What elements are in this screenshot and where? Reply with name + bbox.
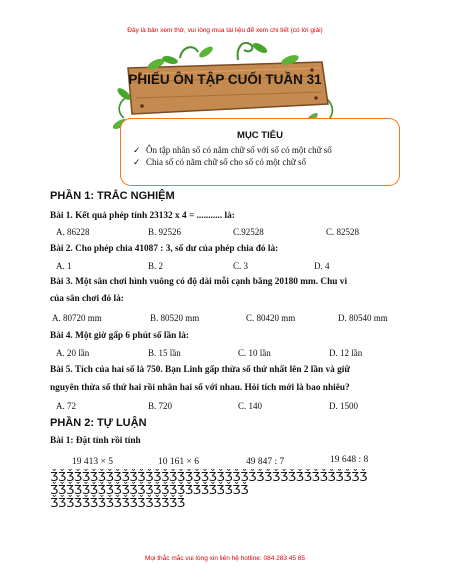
answer-line: ǮǮǮǮǮǮǮǮǮǮǮǮǮǮǮǮǮǮǮǮǮǮǮǮǮ: [50, 482, 249, 497]
option: C. 140: [238, 401, 263, 411]
calculation: 49 847 : 7: [246, 457, 285, 467]
option: B. 2: [148, 261, 164, 271]
question-5-continued: nguyên thừa số thứ hai rồi nhân hai số với nhau. Hỏi tích mới là bao nhiêu?: [50, 383, 350, 393]
goal-item: ✓ Chia số có năm chữ số cho số có một chữ số: [133, 157, 306, 167]
question-4: Bài 4. Một giờ gấp 6 phút số lần là:: [50, 331, 189, 341]
option: A. 86228: [56, 227, 90, 237]
part2-heading: PHẦN 2: TỰ LUẬN: [50, 417, 147, 429]
option: D. 80540 mm: [338, 313, 388, 323]
option: A. 20 lần: [56, 348, 90, 358]
header-note: Đây là bản xem thử, vui lòng mua tài liệu để xem chi tiết (có lời giải): [127, 27, 323, 34]
question-3-continued: của sân chơi đó là:: [50, 294, 124, 304]
calculation: 19 413 × 5: [72, 457, 113, 467]
option: C. 10 lần: [238, 348, 271, 358]
footer-note: Mọi thắc mắc vui lòng xin liên hệ hotline: 084 283 45 85: [144, 555, 306, 562]
option: C. 82528: [326, 227, 360, 237]
option: C. 80420 mm: [246, 313, 296, 323]
checkmark-icon: ✓: [133, 157, 141, 167]
calculation: 10 161 × 6: [158, 457, 199, 467]
page-title: PHIẾU ÔN TẬP CUỐI TUẦN 31: [128, 72, 322, 87]
option: A. 1: [56, 261, 72, 271]
question-1: Bài 1. Kết quả phép tính 23132 x 4 = ........... là:: [50, 211, 235, 221]
question-3: Bài 3. Một sân chơi hình vuông có độ dài mỗi cạnh bằng 20180 mm. Chu vi: [50, 277, 348, 287]
option: B. 720: [148, 401, 173, 411]
question-2: Bài 2. Cho phép chia 41087 : 3, số dư của phép chia đó là:: [50, 244, 279, 254]
option: C.92528: [233, 227, 264, 237]
option: B. 15 lần: [148, 348, 181, 358]
option: A. 80720 mm: [52, 313, 102, 323]
part1-heading: PHẦN 1: TRẮC NGHIỆM: [50, 190, 175, 202]
option: D. 1500: [329, 401, 358, 411]
option: B. 92526: [148, 227, 182, 237]
calculation: 19 648 : 8: [330, 455, 369, 465]
question-5: Bài 5. Tích của hai số là 750. Bạn Linh gấp thừa số thứ nhất lên 2 lần và giữ: [50, 365, 350, 375]
goals-heading: MỤC TIÊU: [237, 130, 283, 141]
goal-item: ✓ Ôn tập nhân số có năm chữ số với số có một chữ số: [133, 145, 332, 155]
checkmark-icon: ✓: [133, 145, 141, 155]
option: C. 3: [233, 261, 249, 271]
answer-line: ǮǮǮǮǮǮǮǮǮǮǮǮǮǮǮǮǮǮǮǮǮǮǮǮǮǮǮǮǮǮǮǮǮǮǮǮǮǮǮǮ: [50, 469, 368, 484]
option: B. 80520 mm: [150, 313, 200, 323]
option: A. 72: [56, 401, 76, 411]
option: D. 12 lần: [329, 348, 363, 358]
exercise-1-title: Bài 1: Đặt tính rồi tính: [50, 436, 141, 446]
option: D. 4: [314, 261, 330, 271]
answer-line: ǮǮǮǮǮǮǮǮǮǮǮǮǮǮǮǮǮ: [50, 495, 185, 510]
